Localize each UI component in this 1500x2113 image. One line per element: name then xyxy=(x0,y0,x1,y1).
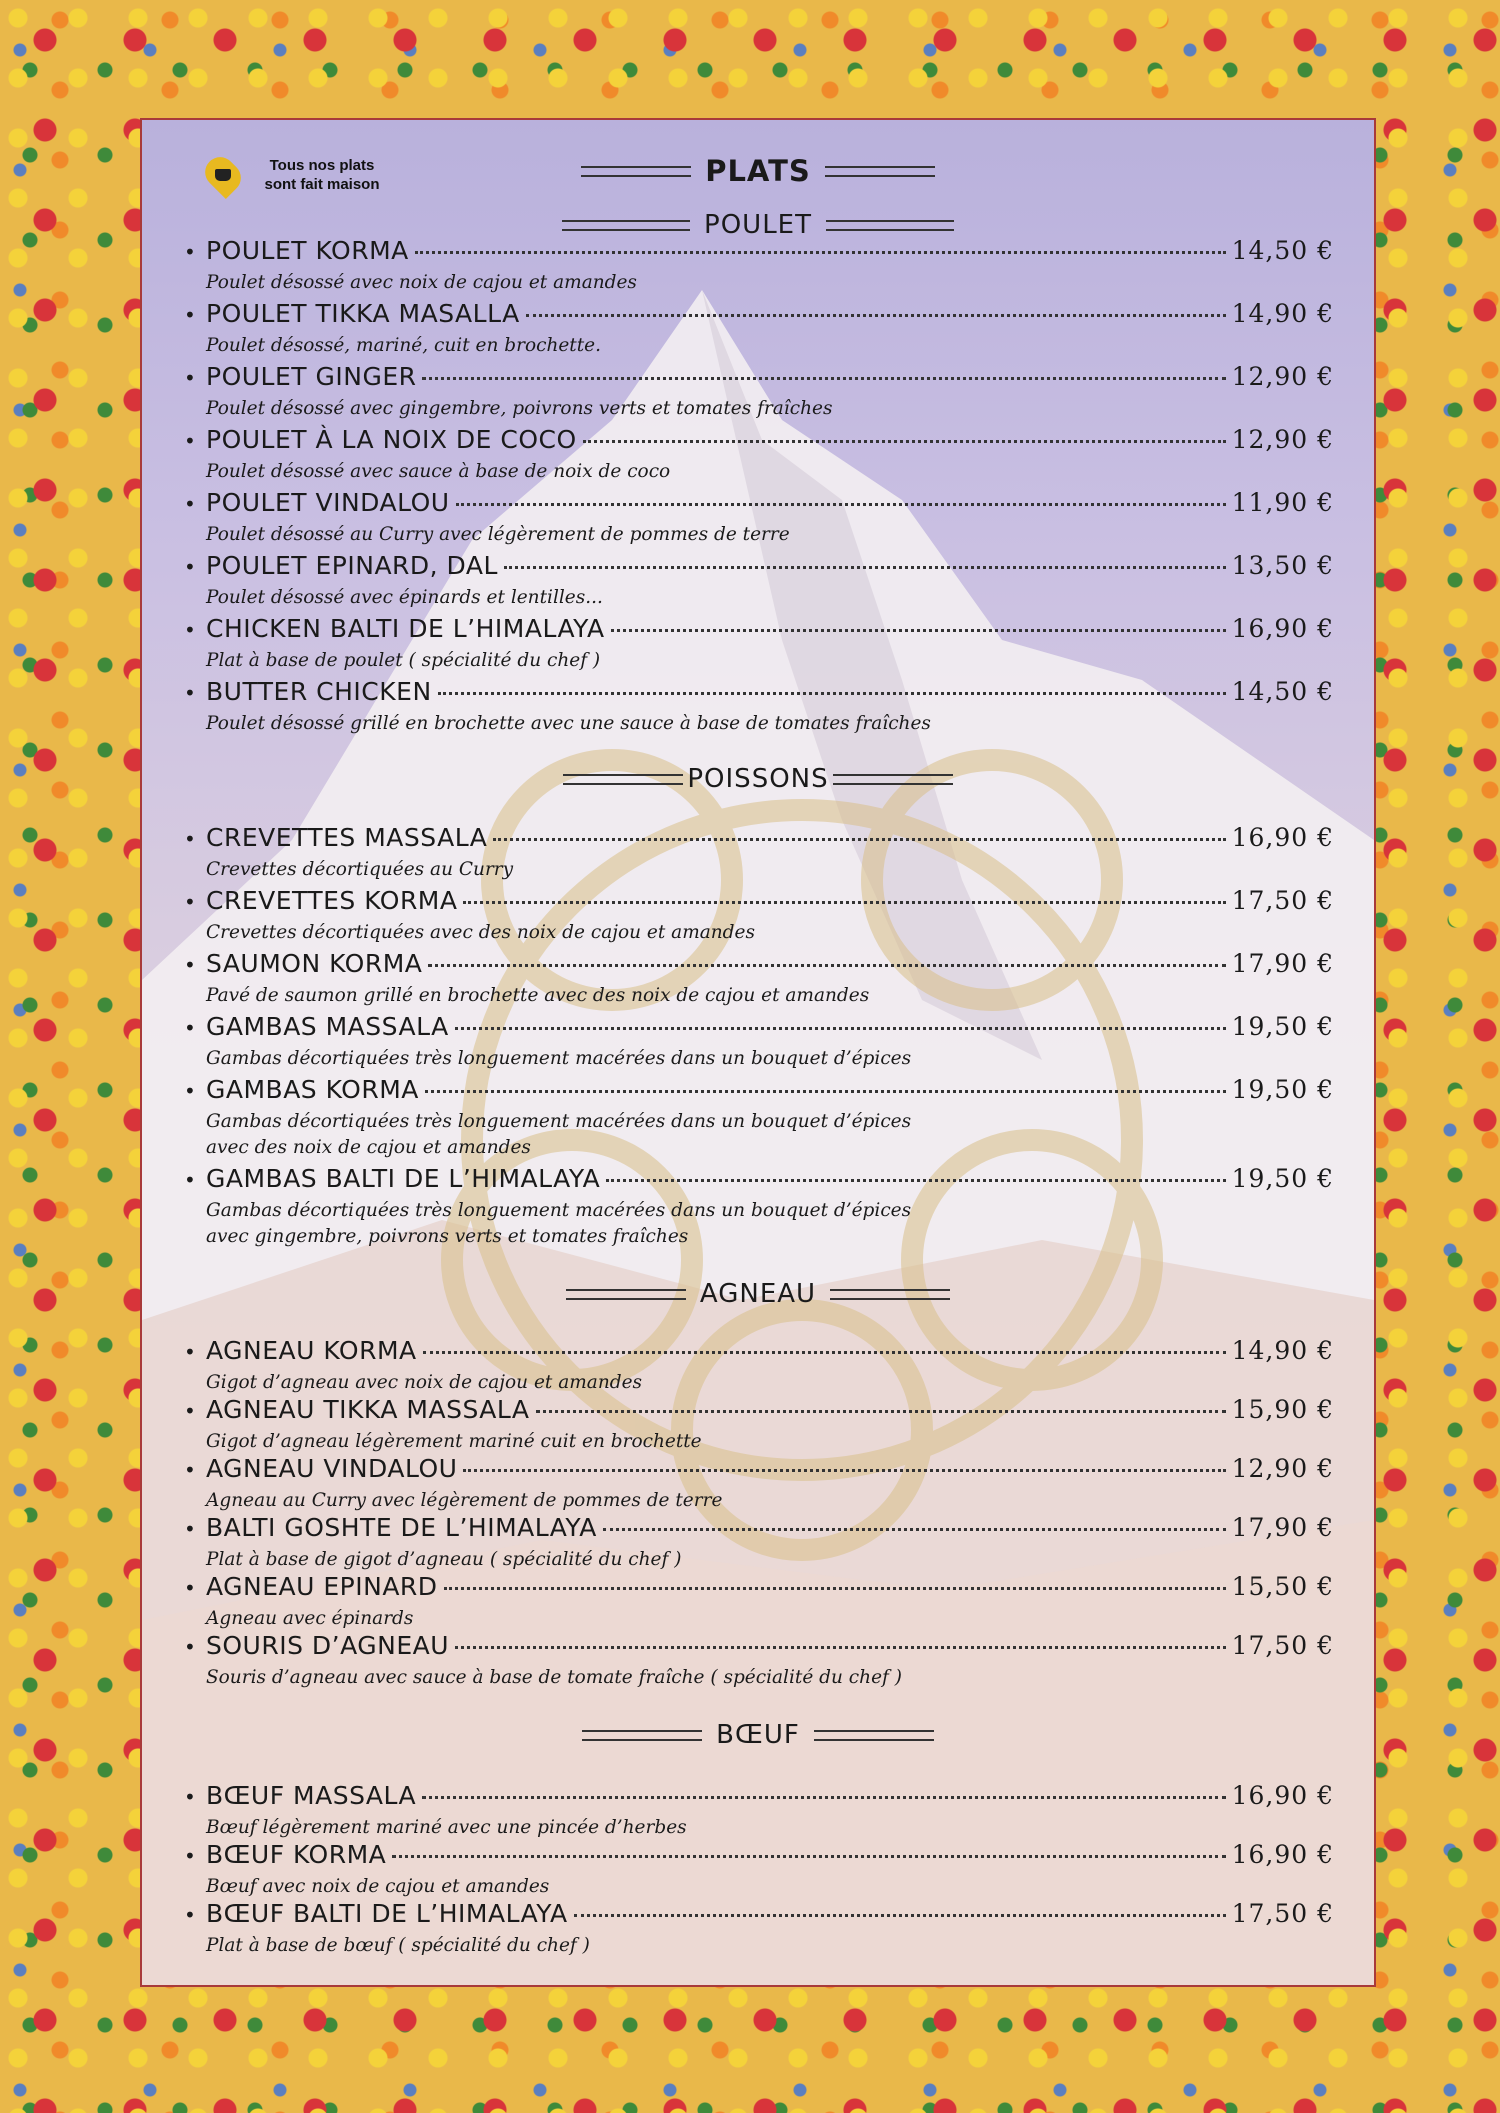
section-title-agneau: AGNEAU xyxy=(142,1279,1374,1309)
menu-item: • SOURIS D’AGNEAU 17,50 € Souris d’agneau avec sauce à base de tomate fraîche ( spécialité du chef ) xyxy=(184,1631,1334,1688)
title-rule-right xyxy=(825,166,935,177)
menu-item: • POULET VINDALOU 11,90 € Poulet désossé au Curry avec légèrement de pommes de terre xyxy=(184,488,1334,545)
menu-item: • GAMBAS BALTI DE L’HIMALAYA 19,50 € Gambas décortiquées très longuement macérées dans un bouquet d’épices avec gingembre, poivrons verts et tomates fraîches xyxy=(184,1164,1334,1247)
menu-item: • CREVETTES KORMA 17,50 € Crevettes décortiquées avec des noix de cajou et amandes xyxy=(184,886,1334,943)
page-title: PLATS xyxy=(142,154,1374,188)
menu-item: • AGNEAU EPINARD 15,50 € Agneau avec épinards xyxy=(184,1572,1334,1629)
menu-item: • BUTTER CHICKEN 14,50 € Poulet désossé grillé en brochette avec une sauce à base de tomates fraîches xyxy=(184,677,1334,734)
menu-item: • CREVETTES MASSALA 16,90 € Crevettes décortiquées au Curry xyxy=(184,823,1334,880)
section-title-poulet: POULET xyxy=(142,210,1374,240)
menu-item: • BŒUF BALTI DE L’HIMALAYA 17,50 € Plat à base de bœuf ( spécialité du chef ) xyxy=(184,1899,1334,1956)
menu-item: • BALTI GOSHTE DE L’HIMALAYA 17,90 € Plat à base de gigot d’agneau ( spécialité du chef ) xyxy=(184,1513,1334,1570)
menu-item: • AGNEAU KORMA 14,90 € Gigot d’agneau avec noix de cajou et amandes xyxy=(184,1336,1334,1393)
menu-item: • POULET KORMA 14,50 € Poulet désossé avec noix de cajou et amandes xyxy=(184,236,1334,293)
menu-content xyxy=(142,120,1374,1985)
menu-panel xyxy=(140,118,1376,1987)
menu-item: • BŒUF KORMA 16,90 € Bœuf avec noix de cajou et amandes xyxy=(184,1840,1334,1897)
section-title-poissons: POISSONS xyxy=(142,764,1374,794)
menu-item: • POULET À LA NOIX DE COCO 12,90 € Poulet désossé avec sauce à base de noix de coco xyxy=(184,425,1334,482)
homemade-text: Tous nos plats sont fait maison xyxy=(264,157,380,193)
menu-item: • POULET GINGER 12,90 € Poulet désossé avec gingembre, poivrons verts et tomates fraîches xyxy=(184,362,1334,419)
menu-item: • GAMBAS MASSALA 19,50 € Gambas décortiquées très longuement macérées dans un bouquet d’épices xyxy=(184,1012,1334,1069)
menu-item: • BŒUF MASSALA 16,90 € Bœuf légèrement mariné avec une pincée d’herbes xyxy=(184,1781,1334,1838)
title-rule-left xyxy=(581,166,691,177)
menu-item: • POULET EPINARD, DAL 13,50 € Poulet désossé avec épinards et lentilles... xyxy=(184,551,1334,608)
menu-item: • SAUMON KORMA 17,90 € Pavé de saumon grillé en brochette avec des noix de cajou et amandes xyxy=(184,949,1334,1006)
menu-item: • CHICKEN BALTI DE L’HIMALAYA 16,90 € Plat à base de poulet ( spécialité du chef ) xyxy=(184,614,1334,671)
menu-item: • GAMBAS KORMA 19,50 € Gambas décortiquées très longuement macérées dans un bouquet d’épices avec des noix de cajou et amandes xyxy=(184,1075,1334,1158)
section-title-boeuf: BŒUF xyxy=(142,1720,1374,1750)
menu-item: • POULET TIKKA MASALLA 14,90 € Poulet désossé, mariné, cuit en brochette. xyxy=(184,299,1334,356)
menu-item: • AGNEAU TIKKA MASSALA 15,90 € Gigot d’agneau légèrement mariné cuit en brochette xyxy=(184,1395,1334,1452)
menu-item: • AGNEAU VINDALOU 12,90 € Agneau au Curry avec légèrement de pommes de terre xyxy=(184,1454,1334,1511)
